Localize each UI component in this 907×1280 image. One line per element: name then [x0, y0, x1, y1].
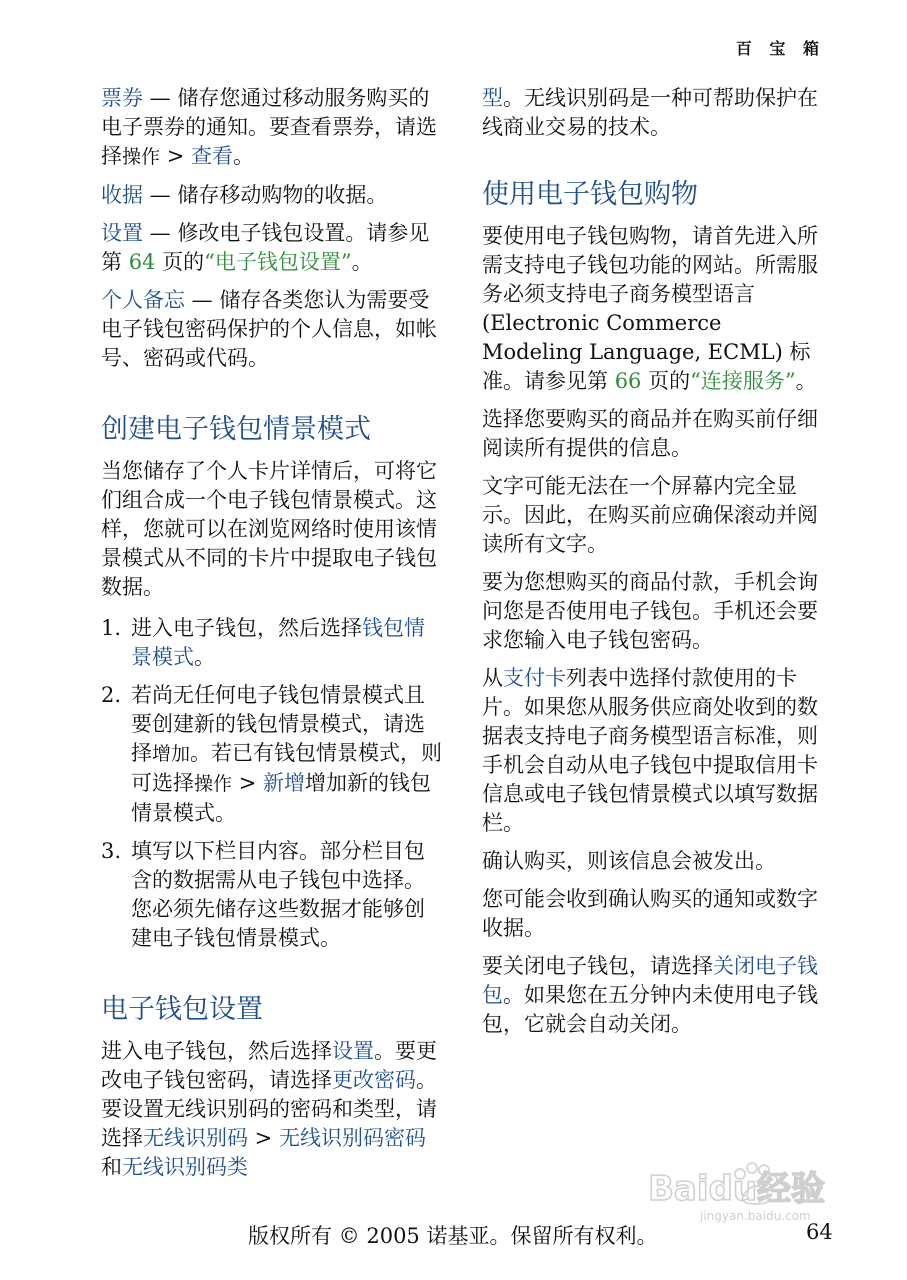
menu-operation: 操作 [122, 146, 161, 168]
term-settings: 设置 [101, 221, 143, 245]
heading-shopping: 使用电子钱包购物 [482, 179, 698, 210]
step-2: 2. 若尚无任何电子钱包情景模式且要创建新的钱包情景模式，请选择增加。若已有钱包情景模式，则可选择操作 > 新增增加新的钱包情景模式。 [101, 683, 443, 825]
step-1: 1. 进入电子钱包，然后选择钱包情景模式。 [101, 616, 425, 669]
right-column [482, 84, 822, 1048]
menu-rfid: 无线识别码 [143, 1126, 248, 1150]
menu-settings: 设置 [332, 1039, 374, 1063]
menu-change-password: 更改密码 [332, 1068, 416, 1092]
watermark-url: jingyan.baidu.com [700, 1209, 811, 1223]
notes-paragraph: 个人备忘 — 储存各类您认为需要受电子钱包密码保护的个人信息，如帐号、密码或代码。 [101, 288, 437, 370]
menu-close-wallet: 关闭电子钱包 [482, 954, 818, 1007]
page-number: 64 [806, 1220, 833, 1244]
connect-services-link[interactable]: “连接服务” [690, 369, 796, 393]
rfid-continuation: 型。无线识别码是一种可帮助保护在线商业交易的技术。 [482, 86, 818, 139]
menu-add: 增加 [152, 743, 191, 765]
payment-card-paragraph: 从支付卡列表中选择付款使用的卡片。如果您从服务供应商处收到的数据表支持电子商务模型语言标准，则手机会自动从电子钱包中提取信用卡信息或电子钱包情景模式以填写数据栏。 [482, 666, 818, 835]
term-tickets: 票券 [101, 86, 143, 110]
page-ref[interactable]: 64 [128, 250, 156, 274]
payment-paragraph: 要为您想购买的商品付款，手机会询问您是否使用电子钱包。手机还会要求您输入电子钱包密码。 [482, 570, 818, 652]
baidu-watermark [640, 1160, 860, 1224]
menu-payment-cards: 支付卡 [503, 666, 566, 690]
watermark-logo: Baidu经验 [648, 1169, 826, 1209]
scroll-paragraph: 文字可能无法在一个屏幕内完全显示。因此，在购买前应确保滚动并阅读所有文字。 [482, 474, 818, 556]
wallet-settings-link[interactable]: “电子钱包设置” [204, 250, 352, 274]
settings-instructions: 进入电子钱包，然后选择设置。要更改电子钱包密码，请选择更改密码。要设置无线识别码的密码和类型，请选择无线识别码 > 无线识别码密码和无线识别码类 [101, 1039, 437, 1179]
select-goods-paragraph: 选择您要购买的商品并在购买前仔细阅读所有提供的信息。 [482, 407, 818, 460]
menu-view: 查看 [190, 144, 233, 168]
wallet-profile-menu: 钱包情景模式 [131, 616, 425, 669]
menu-new: 新增 [262, 771, 305, 795]
page-ref[interactable]: 66 [614, 369, 642, 393]
tickets-paragraph: 票券 — 储存您通过移动服务购买的电子票券的通知。要查看票券，请选择操作 > 查看。 [101, 86, 437, 168]
heading-wallet-settings: 电子钱包设置 [101, 994, 263, 1025]
menu-rfid-type: 无线识别码类 [122, 1155, 248, 1179]
receipt-paragraph: 您可能会收到确认购买的通知或数字收据。 [482, 887, 818, 940]
profile-intro: 当您储存了个人卡片详情后，可将它们组合成一个电子钱包情景模式。这样，您就可以在浏览网络时使用该情景模式从不同的卡片中提取电子钱包数据。 [101, 459, 437, 599]
profile-steps [101, 614, 443, 953]
confirm-paragraph: 确认购买，则该信息会被发出。 [482, 849, 776, 873]
shopping-intro: 要使用电子钱包购物，请首先进入所需支持电子钱包功能的网站。所需服务必须支持电子商务模型语言 (Electronic Commerce Modeling Language, ECML) 标准。请参见第 66 页的“连接服务”。 [482, 224, 818, 393]
left-column [101, 84, 443, 1191]
receipts-paragraph: 收据 — 储存移动购物的收据。 [101, 183, 388, 207]
term-personal-notes: 个人备忘 [101, 288, 185, 312]
footer-copyright: 版权所有 © 2005 诺基亚。保留所有权利。 [248, 1224, 658, 1248]
step-3: 3. 填写以下栏目内容。部分栏目包含的数据需从电子钱包中选择。您必须先储存这些数据才能够创建电子钱包情景模式。 [101, 839, 425, 950]
menu-rfid-password: 无线识别码密码 [278, 1126, 426, 1150]
running-header: 百 宝 箱 [735, 39, 825, 58]
term-receipts: 收据 [101, 183, 143, 207]
settings-paragraph: 设置 — 修改电子钱包设置。请参见第 64 页的“电子钱包设置”。 [101, 221, 430, 274]
menu-operation: 操作 [194, 773, 233, 795]
heading-create-profile: 创建电子钱包情景模式 [101, 414, 371, 445]
close-wallet-paragraph: 要关闭电子钱包，请选择关闭电子钱包。如果您在五分钟内未使用电子钱包，它就会自动关闭。 [482, 954, 818, 1036]
